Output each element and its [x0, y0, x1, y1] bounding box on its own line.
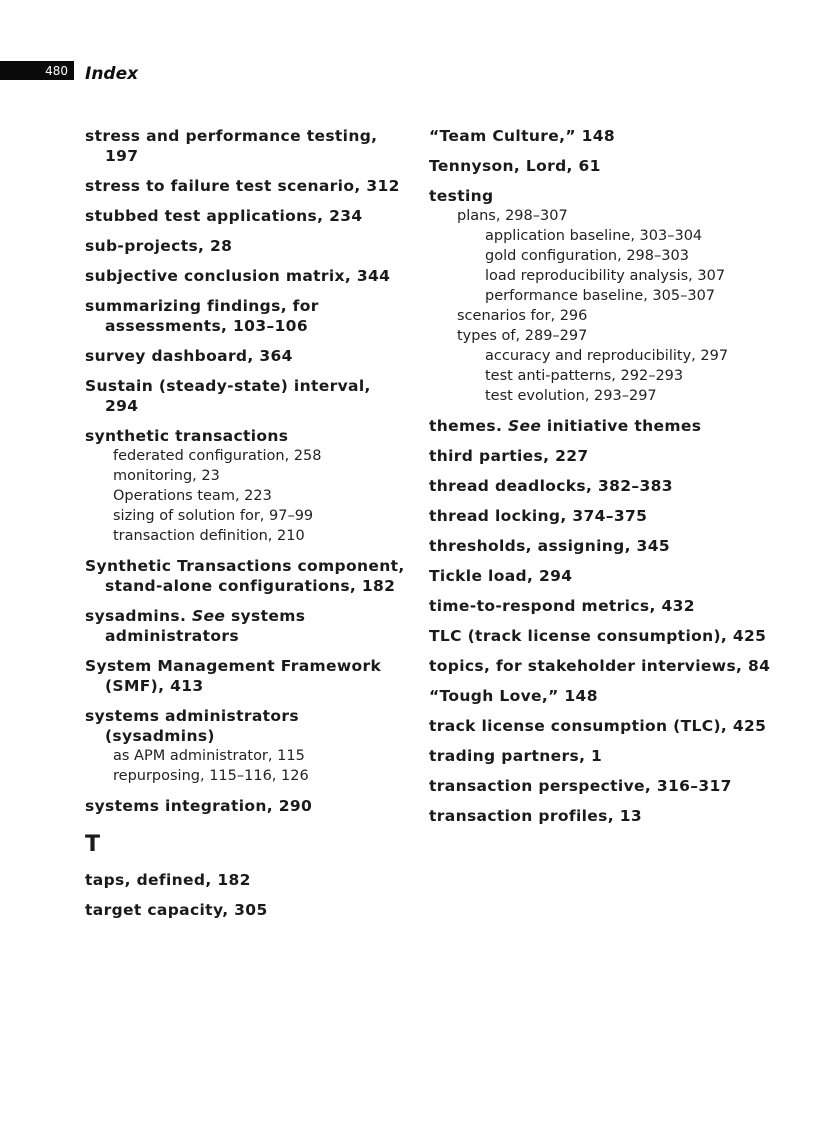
index-entry [429, 416, 799, 436]
index-entry [85, 176, 405, 196]
sub-entry: plans, 298–307 [457, 208, 568, 224]
index-entry [85, 346, 405, 366]
index-column-right [429, 126, 799, 836]
entry-heading: taps, defined, 182 [85, 871, 251, 889]
page-number: 480 [45, 63, 68, 78]
entry-heading: Tickle load, 294 [429, 567, 573, 585]
index-entry [429, 656, 799, 676]
index-entry [429, 806, 799, 826]
page-number-tab [0, 61, 74, 80]
sub-entry: Operations team, 223 [113, 488, 272, 504]
sub-sub-entry: performance baseline, 305–307 [485, 288, 716, 304]
entry-heading: track license consumption (TLC), 425 [429, 717, 767, 735]
entry-heading: Synthetic Transactions component, stand-alone configurations, 182 [85, 557, 405, 595]
entry-heading: topics, for stakeholder interviews, 84 [429, 657, 771, 675]
index-entry [85, 656, 405, 696]
entry-heading: systems integration, 290 [85, 797, 313, 815]
index-entry [85, 606, 405, 646]
index-entry [429, 506, 799, 526]
index-entry [85, 426, 405, 546]
entry-heading: testing [429, 187, 494, 205]
entry-heading: summarizing findings, for assessments, 103–106 [85, 297, 319, 335]
entry-heading: subjective conclusion matrix, 344 [85, 267, 391, 285]
entry-heading [85, 606, 405, 646]
entry-heading: “Tough Love,” 148 [429, 687, 598, 705]
entry-heading: sub-projects, 28 [85, 237, 233, 255]
index-entry [85, 296, 405, 336]
entry-heading: synthetic transactions [85, 427, 289, 445]
sub-sub-entry: accuracy and reproducibility, 297 [485, 348, 729, 364]
entry-heading: TLC (track license consumption), 425 [429, 627, 767, 645]
sub-sub-entry: test evolution, 293–297 [485, 388, 657, 404]
entry-heading: “Team Culture,” 148 [429, 127, 616, 145]
entry-heading: thread deadlocks, 382–383 [429, 477, 673, 495]
see-reference: See [507, 417, 542, 435]
index-entry [429, 566, 799, 586]
entry-target: systems administrators [105, 607, 306, 645]
see-reference: See [191, 607, 226, 625]
index-column-left [85, 126, 405, 930]
section-letter: T [85, 832, 101, 857]
sub-entry: as APM administrator, 115 [113, 748, 305, 764]
entry-heading: trading partners, 1 [429, 747, 603, 765]
sub-entry: types of, 289–297 [457, 328, 588, 344]
entry-heading: thresholds, assigning, 345 [429, 537, 670, 555]
sub-entry: federated configuration, 258 [113, 448, 322, 464]
entry-heading: stress and performance testing, 197 [85, 127, 378, 165]
index-entry [429, 746, 799, 766]
index-entry [85, 266, 405, 286]
sub-entry: monitoring, 23 [113, 468, 220, 484]
entry-heading: time-to-respond metrics, 432 [429, 597, 695, 615]
index-entry [85, 236, 405, 256]
running-head: Index [85, 64, 139, 84]
index-entry [429, 186, 799, 406]
sub-sub-entry: test anti-patterns, 292–293 [485, 368, 684, 384]
sub-entry: repurposing, 115–116, 126 [113, 768, 309, 784]
entry-term: themes. [429, 417, 508, 435]
index-entry [85, 556, 405, 596]
index-entry [85, 870, 405, 890]
sub-sub-entry: gold configuration, 298–303 [485, 248, 689, 264]
index-entry [85, 126, 405, 166]
entry-heading: stubbed test applications, 234 [85, 207, 363, 225]
entry-heading: target capacity, 305 [85, 901, 268, 919]
index-entry [429, 126, 799, 146]
sub-entry: transaction definition, 210 [113, 528, 305, 544]
index-entry [85, 376, 405, 416]
entry-target: initiative themes [541, 417, 702, 435]
index-entry [85, 206, 405, 226]
entry-heading: third parties, 227 [429, 447, 589, 465]
index-entry [429, 776, 799, 796]
index-entry [429, 716, 799, 736]
index-entry [429, 446, 799, 466]
sub-sub-entry: application baseline, 303–304 [485, 228, 703, 244]
index-entry [429, 686, 799, 706]
entry-heading: System Management Framework (SMF), 413 [85, 657, 382, 695]
entry-term: sysadmins. [85, 607, 192, 625]
sub-sub-entry: load reproducibility analysis, 307 [485, 268, 726, 284]
index-entry [429, 476, 799, 496]
index-entry [429, 156, 799, 176]
index-entry [429, 596, 799, 616]
entry-heading: thread locking, 374–375 [429, 507, 648, 525]
entry-heading: transaction perspective, 316–317 [429, 777, 732, 795]
index-entry [85, 796, 405, 816]
entry-heading: systems administrators (sysadmins) [85, 707, 299, 745]
sub-entry: sizing of solution for, 97–99 [113, 508, 314, 524]
index-entry [429, 536, 799, 556]
index-entry [85, 706, 405, 786]
entry-heading [429, 416, 799, 436]
entry-heading: survey dashboard, 364 [85, 347, 293, 365]
sub-entry: scenarios for, 296 [457, 308, 588, 324]
index-entry [429, 626, 799, 646]
entry-heading: transaction profiles, 13 [429, 807, 642, 825]
entry-heading: Sustain (steady-state) interval, 294 [85, 377, 371, 415]
index-entry [85, 900, 405, 920]
entry-heading: Tennyson, Lord, 61 [429, 157, 601, 175]
entry-heading: stress to failure test scenario, 312 [85, 177, 400, 195]
